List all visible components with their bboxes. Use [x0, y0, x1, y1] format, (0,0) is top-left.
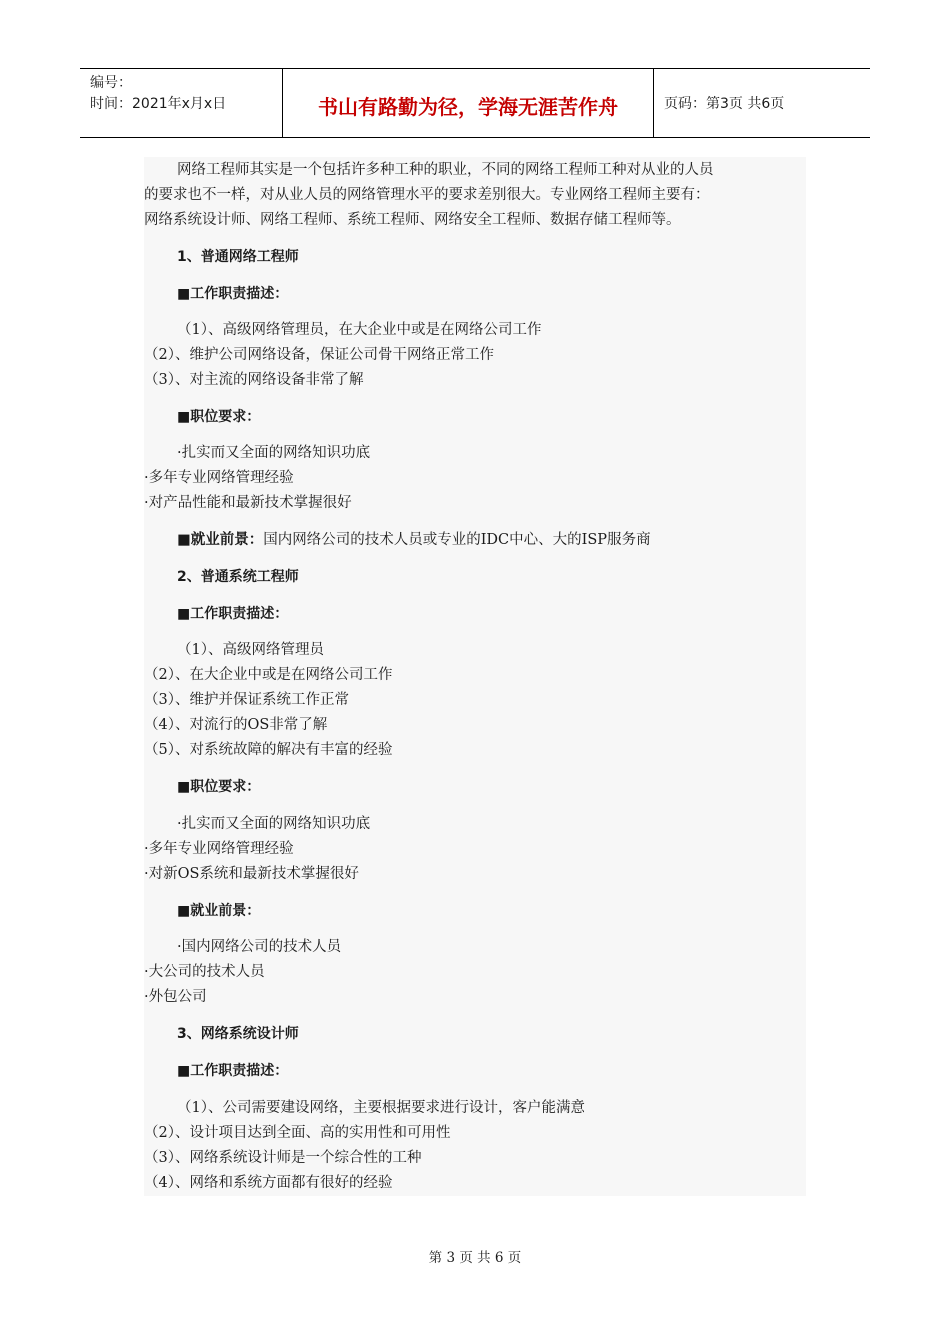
header-meta — [80, 69, 282, 137]
duty-item: （3）、对主流的网络设备非常了解 — [144, 372, 364, 388]
duty-heading: ■工作职责描述： — [177, 286, 289, 302]
requirement-item: ·扎实而又全面的网络知识功底 — [177, 445, 371, 461]
header-motto: 书山有路勤为径，学海无涯苦作舟 — [282, 69, 654, 137]
prospect-line — [177, 531, 651, 549]
number-label: 编号： — [90, 75, 132, 91]
prospect-heading: ■就业前景： — [177, 532, 264, 548]
requirement-item: ·对新OS系统和最新技术掌握很好 — [144, 866, 359, 882]
duty-item: （2）、设计项目达到全面、高的实用性和可用性 — [144, 1125, 451, 1141]
page-footer: 第 3 页 共 6 页 — [428, 1250, 522, 1266]
intro-line: 网络工程师其实是一个包括许多种工种的职业，不同的网络工程师工种对从业的人员 — [177, 162, 714, 178]
requirement-item: ·多年专业网络管理经验 — [144, 841, 294, 857]
prospect-item: ·大公司的技术人员 — [144, 964, 265, 980]
duty-item: （1）、公司需要建设网络，主要根据要求进行设计，客户能满意 — [177, 1100, 585, 1116]
section-title: 3、网络系统设计师 — [177, 1026, 299, 1042]
section-title: 2、普通系统工程师 — [177, 569, 299, 585]
duty-item: （4）、网络和系统方面都有很好的经验 — [144, 1175, 393, 1191]
page-header — [80, 68, 870, 138]
requirement-item: ·扎实而又全面的网络知识功底 — [177, 816, 371, 832]
duty-item: （2）、在大企业中或是在网络公司工作 — [144, 667, 393, 683]
prospect-item: ·外包公司 — [144, 989, 207, 1005]
requirement-heading: ■职位要求： — [177, 409, 261, 425]
prospect-heading: ■就业前景： — [177, 903, 261, 919]
duty-item: （5）、对系统故障的解决有丰富的经验 — [144, 742, 393, 758]
intro-line: 网络系统设计师、网络工程师、系统工程师、网络安全工程师、数据存储工程师等。 — [144, 212, 681, 228]
duty-item: （3）、维护并保证系统工作正常 — [144, 692, 349, 708]
requirement-item: ·对产品性能和最新技术掌握很好 — [144, 495, 352, 511]
requirement-heading: ■职位要求： — [177, 779, 261, 795]
duty-heading: ■工作职责描述： — [177, 1063, 289, 1079]
duty-item: （1）、高级网络管理员，在大企业中或是在网络公司工作 — [177, 322, 542, 338]
duty-item: （4）、对流行的OS非常了解 — [144, 717, 328, 733]
duty-item: （3）、网络系统设计师是一个综合性的工种 — [144, 1150, 422, 1166]
prospect-item: ·国内网络公司的技术人员 — [177, 939, 342, 955]
time-label: 时间：2021年x月x日 — [90, 96, 227, 112]
prospect-text: 国内网络公司的技术人员或专业的IDC中心、大的ISP服务商 — [263, 532, 651, 548]
requirement-item: ·多年专业网络管理经验 — [144, 470, 294, 486]
duty-item: （1）、高级网络管理员 — [177, 642, 324, 658]
duty-heading: ■工作职责描述： — [177, 606, 289, 622]
duty-item: （2）、维护公司网络设备，保证公司骨干网络正常工作 — [144, 347, 494, 363]
section-title: 1、普通网络工程师 — [177, 249, 299, 265]
document-body — [144, 157, 806, 1196]
header-page-info: 页码：第3页 共6页 — [664, 96, 785, 112]
intro-line: 的要求也不一样，对从业人员的网络管理水平的要求差别很大。专业网络工程师主要有： — [144, 187, 710, 203]
